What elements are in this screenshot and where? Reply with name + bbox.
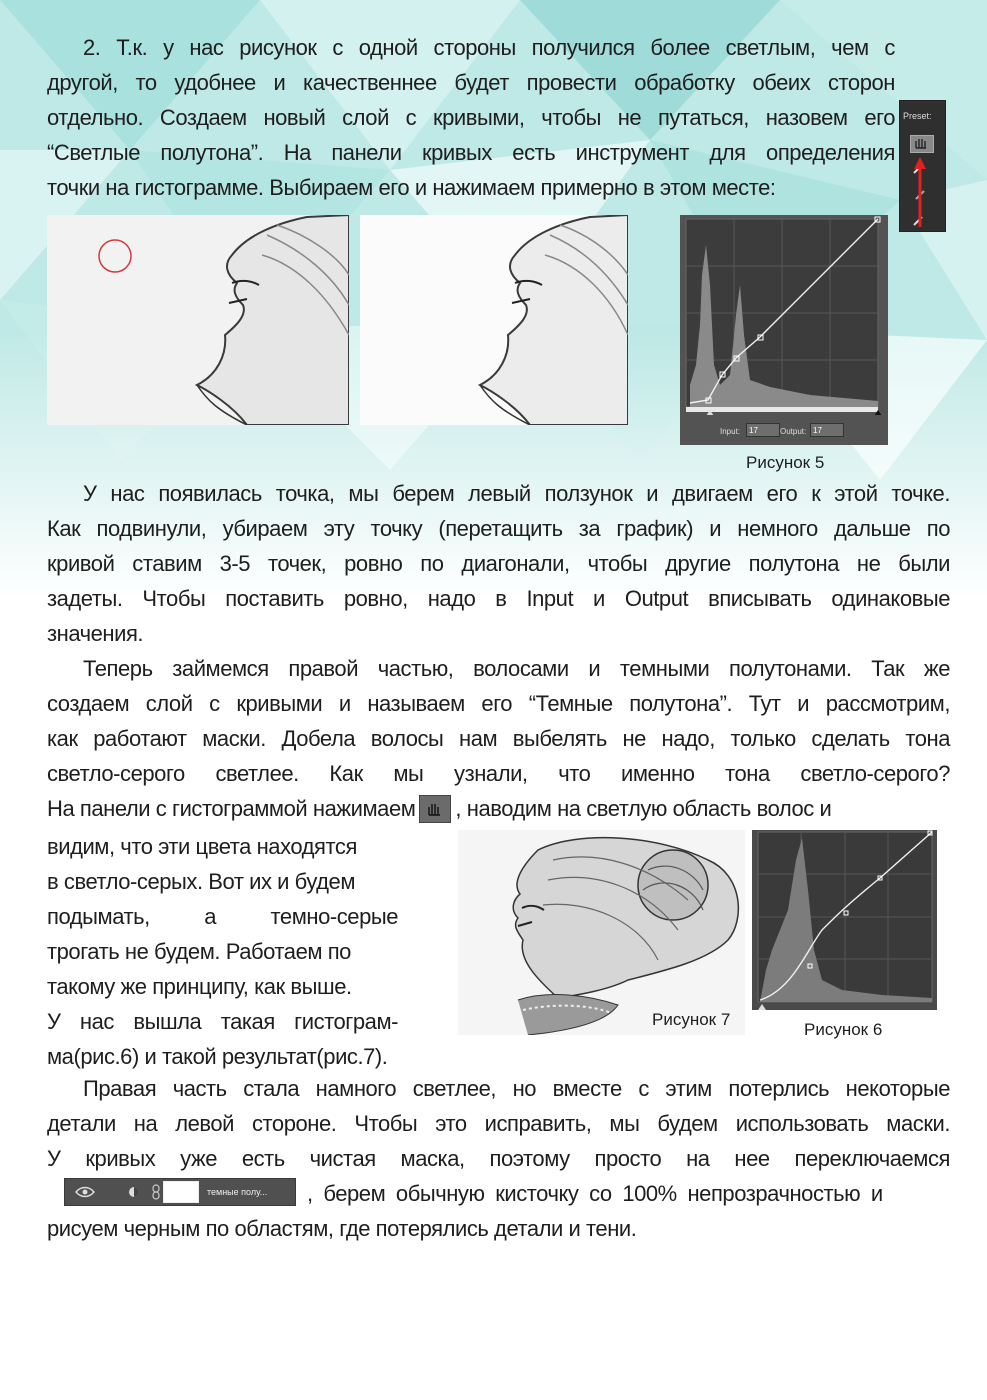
mask-thumbnail[interactable] [163, 1181, 199, 1203]
input-field[interactable] [746, 423, 780, 437]
text-line: На панели с гистограммой нажимаем [47, 796, 416, 821]
text-line: рисуем черным по областям, где потерялись детали и тени. [47, 1216, 637, 1241]
text-line: 2. Т.к. у нас рисунок с одной стороны получился более светлым, чем с [83, 35, 895, 60]
paragraph-2 [47, 476, 950, 651]
text-line: У нас появилась точка, мы берем левый ползунок и двигаем его к этой точке. [83, 481, 950, 506]
histogram-target-icon[interactable] [419, 795, 451, 823]
histogram-curve-6 [752, 830, 937, 1010]
layer-name: темные полу... [207, 1187, 268, 1197]
figure6-caption: Рисунок 6 [804, 1020, 883, 1039]
text-line: в светло-серых. Вот их и будем [47, 869, 355, 894]
histogram-curve-5 [680, 215, 888, 415]
text-line: “Светлые полутона”. На панели кривых есть инструмент для определения [47, 140, 895, 165]
eyedropper-icon[interactable] [900, 155, 945, 235]
paragraph-4 [47, 1071, 950, 1246]
text-line: создаем слой с кривыми и называем его “Темные полутона”. Тут и рассмотрим, [47, 691, 950, 716]
text-line: как работают маски. Добела волосы нам выбелять не надо, только сделать тона [47, 726, 950, 751]
text-line: видим, что эти цвета находятся [47, 834, 357, 859]
text-line: У нас вышла такая гистограм- [47, 1009, 398, 1034]
output-field[interactable] [810, 423, 844, 437]
curves-panel-figure6 [752, 830, 937, 1010]
curves-panel-figure5 [680, 215, 888, 445]
text-line: кривой ставим 3-5 точек, ровно по диагонали, чтобы другие полутона не были [47, 551, 950, 576]
paragraph-1 [47, 30, 895, 205]
text-line: ма(рис.6) и такой результат(рис.7). [47, 1044, 388, 1069]
text-line: подымать, а темно-серые [47, 904, 398, 929]
text-line: У кривых уже есть чистая маска, поэтому просто на нее переключаемся [47, 1146, 950, 1171]
sketch-face-after-image [360, 215, 628, 425]
paragraph-3-column [47, 829, 398, 1074]
text-line: Как подвинули, убираем эту точку (перетащить за график) и немного дальше по [47, 516, 950, 541]
text-line: светло-серого светлее. Как мы узнали, что именно тона светло-серого? [47, 761, 950, 786]
hand-icon[interactable] [910, 135, 934, 153]
output-label: Output: [780, 427, 807, 436]
text-line: задеты. Чтобы поставить ровно, надо в Input и Output вписывать одинаковые [47, 586, 950, 611]
text-line: Теперь займемся правой частью, волосами и темными полутонами. Так же [83, 656, 950, 681]
paragraph-3 [47, 651, 950, 826]
text-line: детали на левой стороне. Чтобы это исправить, мы будем использовать маски. [47, 1111, 950, 1136]
curves-layer-row[interactable] [64, 1178, 296, 1206]
text-line: Правая часть стала намного светлее, но вместе с этим потерлись некоторые [83, 1076, 950, 1101]
text-line: такому же принципу, как выше. [47, 974, 352, 999]
text-line: другой, то удобнее и качественнее будет провести обработку обеих сторон [47, 70, 895, 95]
text-line: значения. [47, 621, 144, 646]
preset-label: Preset: [903, 111, 932, 121]
figure7-caption: Рисунок 7 [652, 1010, 731, 1029]
text-line: трогать не будем. Работаем по [47, 939, 351, 964]
text-line: точки на гистограмме. Выбираем его и нажимаем примерно в этом месте: [47, 175, 776, 200]
input-label: Input: [720, 427, 741, 436]
figure5-caption: Рисунок 5 [746, 453, 825, 472]
sketch-face-before-image [47, 215, 349, 425]
text-line: отдельно. Создаем новый слой с кривыми, чтобы не путаться, назовем его [47, 105, 895, 130]
text-line: , берем обычную кисточку со 100% непрозрачностью и [307, 1181, 883, 1206]
text-line-with-icon [47, 791, 950, 826]
link-icon[interactable] [151, 1179, 161, 1205]
adjustment-icon [127, 1179, 141, 1205]
eye-icon[interactable] [73, 1179, 97, 1205]
curves-tools-panel [899, 100, 946, 232]
text-line: , наводим на светлую область волос и [455, 796, 832, 821]
sketch-head-result-image [458, 830, 745, 1035]
